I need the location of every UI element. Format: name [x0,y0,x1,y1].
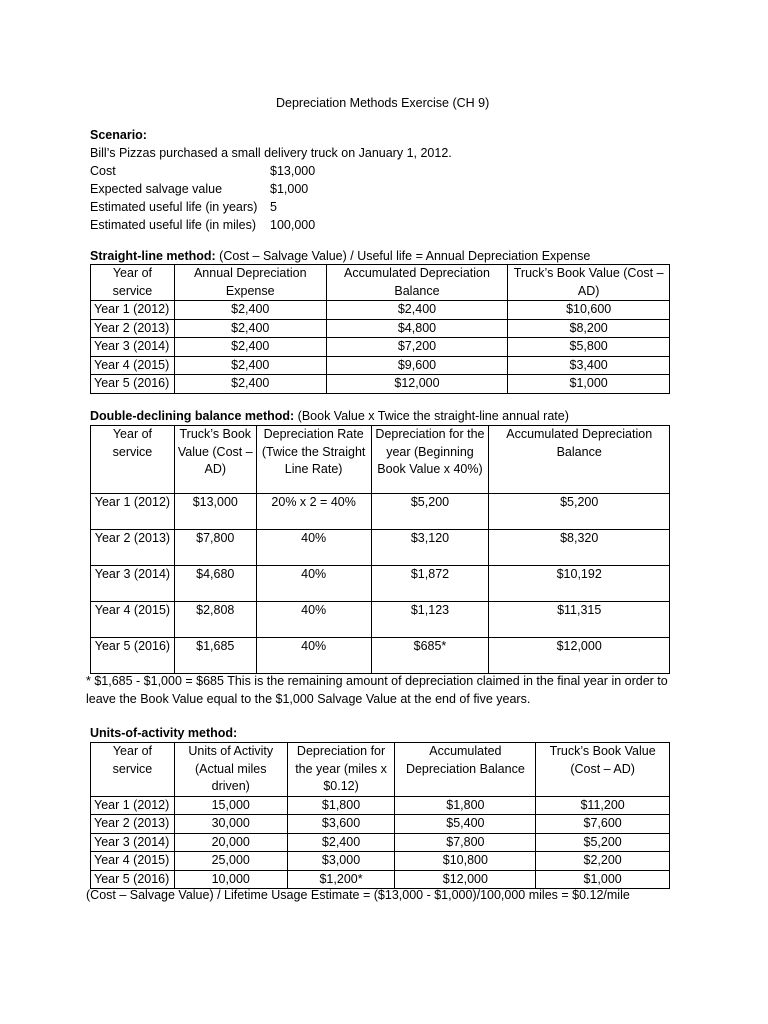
table-row [91,833,670,852]
table-cell: $10,192 [489,566,670,602]
document-title: Depreciation Methods Exercise (CH 9) [276,96,490,110]
table-row [91,301,670,320]
table-cell: Year 5 (2016) [91,870,175,889]
table-cell: $10,600 [508,301,670,320]
table-cell: Year 1 (2012) [91,494,175,530]
table-header-cell: Truck’s Book Value (Cost – AD) [174,426,256,494]
table-cell: $3,600 [287,815,395,834]
straight-line-label-rest: (Cost – Salvage Value) / Useful life = Annual Depreciation Expense [215,249,591,263]
table-cell: $1,685 [174,638,256,674]
table-cell: $1,200* [287,870,395,889]
table-cell: $1,000 [508,375,670,394]
table-cell: 10,000 [174,870,287,889]
scenario-intro: Bill’s Pizzas purchased a small delivery truck on January 1, 2012. [90,146,452,160]
double-declining-label-rest: (Book Value x Twice the straight-line annual rate) [294,409,569,423]
double-declining-label-bold: Double-declining balance method: [90,409,295,423]
scenario-item-value: $1,000 [270,182,309,196]
straight-line-table [90,264,670,394]
table-cell: $3,000 [287,852,395,871]
table-row [91,375,670,394]
scenario-item-label: Estimated useful life (in years) [90,200,258,214]
double-declining-table [90,425,670,674]
table-cell: $1,800 [395,796,536,815]
table-header-cell: Year of service [91,743,175,797]
scenario-item-label: Expected salvage value [90,182,223,196]
table-cell: $4,800 [326,319,508,338]
units-of-activity-table [90,742,670,889]
straight-line-label [90,247,590,265]
table-cell: $5,400 [395,815,536,834]
scenario-item-value: 5 [270,200,277,214]
table-cell: $685* [371,638,489,674]
table-cell: $7,800 [395,833,536,852]
table-header-cell: Depreciation Rate (Twice the Straight Line Rate) [256,426,371,494]
table-cell: Year 3 (2014) [91,338,175,357]
scenario-item-value: 100,000 [270,218,316,232]
table-cell: $5,200 [489,494,670,530]
table-row [91,796,670,815]
table-row [91,815,670,834]
table-cell: Year 4 (2015) [91,356,175,375]
scenario-item-label: Cost [90,164,116,178]
scenario-heading: Scenario: [90,128,147,142]
table-cell: $1,123 [371,602,489,638]
table-cell: $2,808 [174,602,256,638]
table-header-cell: Depreciation for the year (Beginning Book Value x 40%) [371,426,489,494]
table-row [91,319,670,338]
table-cell: Year 4 (2015) [91,852,175,871]
table-cell: $2,400 [174,319,326,338]
scenario-item-salvage [90,180,680,198]
table-cell: $12,000 [395,870,536,889]
table-cell: $2,400 [174,356,326,375]
table-cell: $12,000 [326,375,508,394]
table-cell: 30,000 [174,815,287,834]
table-cell: $3,400 [508,356,670,375]
table-header-cell: Units of Activity (Actual miles driven) [174,743,287,797]
table-cell: Year 2 (2013) [91,815,175,834]
table-row [91,602,670,638]
table-row [91,356,670,375]
table-cell: $1,800 [287,796,395,815]
table-row [91,638,670,674]
units-of-activity-label [90,724,237,742]
table-header-cell: Year of service [91,265,175,301]
table-row [91,530,670,566]
table-cell: $3,120 [371,530,489,566]
table-cell: $4,680 [174,566,256,602]
table-cell: Year 1 (2012) [91,796,175,815]
table-cell: Year 3 (2014) [91,833,175,852]
table-cell: $2,200 [536,852,670,871]
scenario-item-label: Estimated useful life (in miles) [90,218,257,232]
table-cell: 25,000 [174,852,287,871]
table-cell: $9,600 [326,356,508,375]
table-cell: $2,400 [326,301,508,320]
table-cell: $8,320 [489,530,670,566]
table-row [91,338,670,357]
table-cell: $11,200 [536,796,670,815]
table-header-cell: Annual Depreciation Expense [174,265,326,301]
table-cell: Year 3 (2014) [91,566,175,602]
units-of-activity-label-bold: Units-of-activity method: [90,726,238,740]
double-declining-footnote: * $1,685 - $1,000 = $685 This is the remaining amount of depreciation claimed in the final year in order to leave the Book Value equal to the $1,000 Salvage Value at the end of five years. [86,674,668,706]
table-cell: $7,200 [326,338,508,357]
table-cell: Year 1 (2012) [91,301,175,320]
scenario-section [90,126,680,234]
table-cell: $8,200 [508,319,670,338]
table-cell: $2,400 [174,375,326,394]
table-header-row [91,426,670,494]
table-cell: $7,800 [174,530,256,566]
table-cell: Year 2 (2013) [91,530,175,566]
table-header-cell: Accumulated Depreciation Balance [326,265,508,301]
scenario-item-life-years [90,198,680,216]
table-cell: $10,800 [395,852,536,871]
table-cell: $11,315 [489,602,670,638]
table-cell: $5,200 [371,494,489,530]
table-cell: $1,872 [371,566,489,602]
table-header-row [91,743,670,797]
table-cell: $5,200 [536,833,670,852]
table-cell: 40% [256,602,371,638]
table-cell: 15,000 [174,796,287,815]
table-cell: $2,400 [174,301,326,320]
table-cell: $1,000 [536,870,670,889]
table-cell: $7,600 [536,815,670,834]
table-row [91,852,670,871]
table-header-row [91,265,670,301]
table-cell: $13,000 [174,494,256,530]
units-of-activity-formula: (Cost – Salvage Value) / Lifetime Usage Estimate = ($13,000 - $1,000)/100,000 miles = $0.12/mile [86,888,630,902]
table-cell: Year 5 (2016) [91,638,175,674]
table-cell: Year 2 (2013) [91,319,175,338]
table-cell: Year 5 (2016) [91,375,175,394]
table-header-cell: Accumulated Depreciation Balance [395,743,536,797]
table-cell: $12,000 [489,638,670,674]
double-declining-label [90,407,569,425]
table-cell: 40% [256,638,371,674]
table-header-cell: Truck’s Book Value (Cost – AD) [536,743,670,797]
table-cell: Year 4 (2015) [91,602,175,638]
table-header-cell: Year of service [91,426,175,494]
table-cell: 40% [256,566,371,602]
scenario-item-value: $13,000 [270,164,316,178]
table-cell: 20% x 2 = 40% [256,494,371,530]
table-header-cell: Truck’s Book Value (Cost – AD) [508,265,670,301]
table-cell: 40% [256,530,371,566]
table-cell: $2,400 [287,833,395,852]
scenario-item-cost [90,162,680,180]
straight-line-label-bold: Straight-line method: [90,249,216,263]
table-cell: $5,800 [508,338,670,357]
table-header-cell: Depreciation for the year (miles x $0.12) [287,743,395,797]
scenario-item-life-miles [90,216,680,234]
table-cell: $2,400 [174,338,326,357]
table-cell: 20,000 [174,833,287,852]
table-row [91,494,670,530]
table-row [91,566,670,602]
table-header-cell: Accumulated Depreciation Balance [489,426,670,494]
